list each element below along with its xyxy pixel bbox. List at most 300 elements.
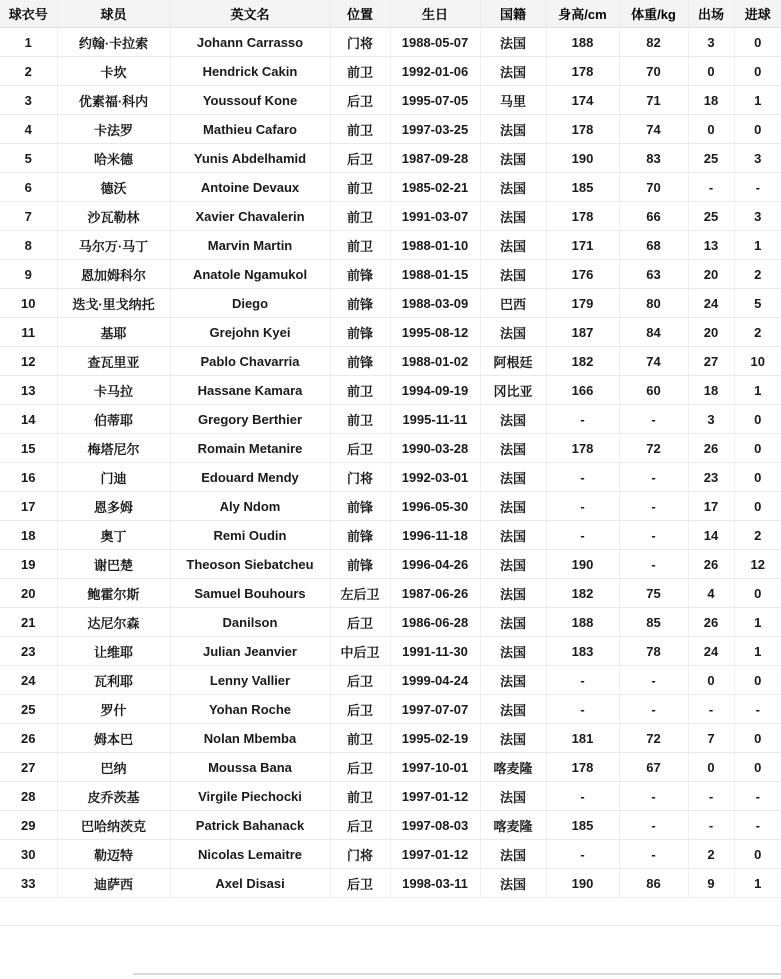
cell-birthday: 1995-08-12 xyxy=(390,318,480,347)
cell-birthday: 1995-11-11 xyxy=(390,405,480,434)
cell-goals: 3 xyxy=(734,202,781,231)
cell-height: 188 xyxy=(546,28,619,57)
cell-goals: 1 xyxy=(734,231,781,260)
cell-nationality: 法国 xyxy=(480,260,546,289)
cell-name-cn: 让维耶 xyxy=(57,637,170,666)
cell-height: 178 xyxy=(546,434,619,463)
cell-height: 179 xyxy=(546,289,619,318)
cell-weight: 84 xyxy=(619,318,688,347)
cell-weight: 86 xyxy=(619,869,688,898)
cell-name-en: Virgile Piechocki xyxy=(170,782,330,811)
cell-goals: 12 xyxy=(734,550,781,579)
cell-name-en: Edouard Mendy xyxy=(170,463,330,492)
cell-position: 前卫 xyxy=(330,57,390,86)
cell-number: 33 xyxy=(0,869,57,898)
cell-birthday: 1987-06-26 xyxy=(390,579,480,608)
cell-weight: - xyxy=(619,550,688,579)
cell-goals: 0 xyxy=(734,463,781,492)
cell-appearances: 14 xyxy=(688,521,734,550)
cell-name-en: Youssouf Kone xyxy=(170,86,330,115)
table-row xyxy=(0,231,781,260)
cell-name-cn: 卡坎 xyxy=(57,57,170,86)
table-row xyxy=(0,782,781,811)
cell-name-en: Theoson Siebatcheu xyxy=(170,550,330,579)
cell-name-en: Anatole Ngamukol xyxy=(170,260,330,289)
cell-number: 25 xyxy=(0,695,57,724)
cell-goals: 0 xyxy=(734,840,781,869)
cell-height: - xyxy=(546,463,619,492)
cell-appearances: 18 xyxy=(688,86,734,115)
cell-position: 前锋 xyxy=(330,260,390,289)
table-row xyxy=(0,202,781,231)
cell-goals: 0 xyxy=(734,724,781,753)
cell-height: - xyxy=(546,840,619,869)
cell-birthday: 1995-07-05 xyxy=(390,86,480,115)
cell-appearances: 4 xyxy=(688,579,734,608)
cell-name-cn: 瓦利耶 xyxy=(57,666,170,695)
cell-weight: 72 xyxy=(619,434,688,463)
cell-appearances: 3 xyxy=(688,405,734,434)
cell-number: 16 xyxy=(0,463,57,492)
cell-name-en: Johann Carrasso xyxy=(170,28,330,57)
cell-birthday: 1988-03-09 xyxy=(390,289,480,318)
table-row xyxy=(0,86,781,115)
cell-number: 27 xyxy=(0,753,57,782)
cell-name-cn: 卡马拉 xyxy=(57,376,170,405)
cell-number: 15 xyxy=(0,434,57,463)
cell-number: 7 xyxy=(0,202,57,231)
cell-birthday: 1997-01-12 xyxy=(390,840,480,869)
cell-appearances: 26 xyxy=(688,550,734,579)
table-row xyxy=(0,840,781,869)
cell-birthday: 1991-11-30 xyxy=(390,637,480,666)
cell-name-en: Gregory Berthier xyxy=(170,405,330,434)
cell-appearances: 7 xyxy=(688,724,734,753)
cell-goals: 2 xyxy=(734,260,781,289)
cell-appearances: 24 xyxy=(688,637,734,666)
cell-number: 9 xyxy=(0,260,57,289)
table-row xyxy=(0,463,781,492)
cell-name-en: Hassane Kamara xyxy=(170,376,330,405)
cell-position: 前卫 xyxy=(330,231,390,260)
cell-number: 6 xyxy=(0,173,57,202)
cell-number: 13 xyxy=(0,376,57,405)
table-header-row xyxy=(0,0,781,28)
bottom-spacer xyxy=(0,926,781,973)
cell-birthday: 1997-07-07 xyxy=(390,695,480,724)
cell-goals: - xyxy=(734,782,781,811)
cell-weight: - xyxy=(619,521,688,550)
cell-goals: 0 xyxy=(734,492,781,521)
cell-position: 后卫 xyxy=(330,869,390,898)
cell-weight: - xyxy=(619,492,688,521)
cell-name-cn: 罗什 xyxy=(57,695,170,724)
cell-weight: 75 xyxy=(619,579,688,608)
table-row xyxy=(0,173,781,202)
cell-height: 190 xyxy=(546,869,619,898)
cell-nationality: 法国 xyxy=(480,115,546,144)
cell-height: 181 xyxy=(546,724,619,753)
cell-weight: 85 xyxy=(619,608,688,637)
cell-goals: 5 xyxy=(734,289,781,318)
cell-number: 10 xyxy=(0,289,57,318)
cell-nationality: 马里 xyxy=(480,86,546,115)
cell-appearances: 13 xyxy=(688,231,734,260)
cell-number: 21 xyxy=(0,608,57,637)
cell-appearances: 3 xyxy=(688,28,734,57)
cell-weight: - xyxy=(619,463,688,492)
cell-goals: 10 xyxy=(734,347,781,376)
cell-name-cn: 约翰·卡拉索 xyxy=(57,28,170,57)
col-header-position: 位置 xyxy=(330,0,390,28)
cell-position: 前卫 xyxy=(330,173,390,202)
cell-position: 后卫 xyxy=(330,608,390,637)
cell-appearances: 26 xyxy=(688,608,734,637)
cell-position: 前锋 xyxy=(330,318,390,347)
table-row xyxy=(0,376,781,405)
table-row xyxy=(0,753,781,782)
cell-goals: 1 xyxy=(734,608,781,637)
cell-birthday: 1994-09-19 xyxy=(390,376,480,405)
cell-weight: - xyxy=(619,666,688,695)
cell-position: 前锋 xyxy=(330,521,390,550)
table-row xyxy=(0,405,781,434)
cell-name-en: Pablo Chavarria xyxy=(170,347,330,376)
cell-name-en: Grejohn Kyei xyxy=(170,318,330,347)
table-row xyxy=(0,579,781,608)
cell-height: 166 xyxy=(546,376,619,405)
cell-name-cn: 奥丁 xyxy=(57,521,170,550)
cell-position: 前卫 xyxy=(330,724,390,753)
table-row xyxy=(0,289,781,318)
cell-appearances: 0 xyxy=(688,115,734,144)
table-row xyxy=(0,57,781,86)
cell-appearances: 24 xyxy=(688,289,734,318)
cell-number: 19 xyxy=(0,550,57,579)
cell-weight: 68 xyxy=(619,231,688,260)
cell-name-cn: 姆本巴 xyxy=(57,724,170,753)
cell-birthday: 1985-02-21 xyxy=(390,173,480,202)
cell-name-cn: 德沃 xyxy=(57,173,170,202)
cell-height: 176 xyxy=(546,260,619,289)
cell-birthday: 1996-11-18 xyxy=(390,521,480,550)
cell-nationality: 法国 xyxy=(480,869,546,898)
col-header-appearances: 出场 xyxy=(688,0,734,28)
cell-appearances: 27 xyxy=(688,347,734,376)
table-body xyxy=(0,28,781,898)
cell-birthday: 1988-01-10 xyxy=(390,231,480,260)
cell-birthday: 1992-01-06 xyxy=(390,57,480,86)
cell-height: 171 xyxy=(546,231,619,260)
cell-position: 后卫 xyxy=(330,811,390,840)
cell-height: - xyxy=(546,405,619,434)
cell-name-en: Diego xyxy=(170,289,330,318)
cell-number: 14 xyxy=(0,405,57,434)
cell-position: 前卫 xyxy=(330,376,390,405)
cell-number: 18 xyxy=(0,521,57,550)
cell-name-cn: 沙瓦勒林 xyxy=(57,202,170,231)
col-header-height: 身高/cm xyxy=(546,0,619,28)
cell-height: - xyxy=(546,521,619,550)
cell-weight: 63 xyxy=(619,260,688,289)
cell-weight: - xyxy=(619,782,688,811)
cell-nationality: 法国 xyxy=(480,550,546,579)
cell-appearances: 0 xyxy=(688,753,734,782)
cell-goals: 0 xyxy=(734,579,781,608)
cell-height: 178 xyxy=(546,115,619,144)
table-row xyxy=(0,695,781,724)
table-row xyxy=(0,492,781,521)
cell-name-cn: 迪萨西 xyxy=(57,869,170,898)
cell-goals: 0 xyxy=(734,753,781,782)
cell-goals: 1 xyxy=(734,86,781,115)
cell-number: 30 xyxy=(0,840,57,869)
cell-position: 后卫 xyxy=(330,434,390,463)
cell-name-en: Danilson xyxy=(170,608,330,637)
cell-appearances: 26 xyxy=(688,434,734,463)
table-row xyxy=(0,347,781,376)
cell-birthday: 1997-10-01 xyxy=(390,753,480,782)
cell-position: 前卫 xyxy=(330,405,390,434)
cell-height: 188 xyxy=(546,608,619,637)
cell-appearances: 18 xyxy=(688,376,734,405)
cell-goals: 3 xyxy=(734,144,781,173)
cell-goals: 0 xyxy=(734,57,781,86)
cell-number: 2 xyxy=(0,57,57,86)
cell-position: 后卫 xyxy=(330,695,390,724)
cell-position: 门将 xyxy=(330,28,390,57)
cell-name-cn: 谢巴楚 xyxy=(57,550,170,579)
cell-weight: 66 xyxy=(619,202,688,231)
table-row xyxy=(0,608,781,637)
cell-height: 190 xyxy=(546,550,619,579)
cell-appearances: 25 xyxy=(688,144,734,173)
cell-position: 后卫 xyxy=(330,144,390,173)
cell-name-en: Yunis Abdelhamid xyxy=(170,144,330,173)
cell-name-cn: 伯蒂耶 xyxy=(57,405,170,434)
cell-goals: - xyxy=(734,173,781,202)
cell-birthday: 1996-04-26 xyxy=(390,550,480,579)
cell-name-cn: 恩多姆 xyxy=(57,492,170,521)
cell-birthday: 1988-05-07 xyxy=(390,28,480,57)
cell-name-cn: 优素福·科内 xyxy=(57,86,170,115)
cell-name-cn: 卡法罗 xyxy=(57,115,170,144)
cell-name-cn: 查瓦里亚 xyxy=(57,347,170,376)
col-header-number: 球衣号 xyxy=(0,0,57,28)
cell-name-en: Moussa Bana xyxy=(170,753,330,782)
cell-position: 前卫 xyxy=(330,115,390,144)
cell-weight: 78 xyxy=(619,637,688,666)
cell-height: - xyxy=(546,782,619,811)
cell-birthday: 1990-03-28 xyxy=(390,434,480,463)
cell-name-cn: 迭戈·里戈纳托 xyxy=(57,289,170,318)
cell-birthday: 1995-02-19 xyxy=(390,724,480,753)
cell-weight: 82 xyxy=(619,28,688,57)
cell-nationality: 法国 xyxy=(480,695,546,724)
cell-goals: 0 xyxy=(734,405,781,434)
next-section-divider xyxy=(133,973,781,975)
cell-position: 前锋 xyxy=(330,347,390,376)
cell-height: 185 xyxy=(546,811,619,840)
cell-weight: 72 xyxy=(619,724,688,753)
cell-name-cn: 达尼尔森 xyxy=(57,608,170,637)
table-row xyxy=(0,521,781,550)
cell-nationality: 法国 xyxy=(480,202,546,231)
cell-weight: 67 xyxy=(619,753,688,782)
cell-number: 29 xyxy=(0,811,57,840)
cell-height: 187 xyxy=(546,318,619,347)
cell-name-en: Patrick Bahanack xyxy=(170,811,330,840)
table-row xyxy=(0,260,781,289)
cell-height: 174 xyxy=(546,86,619,115)
col-header-nationality: 国籍 xyxy=(480,0,546,28)
cell-nationality: 法国 xyxy=(480,782,546,811)
cell-goals: 0 xyxy=(734,28,781,57)
table-row xyxy=(0,869,781,898)
cell-name-cn: 勒迈特 xyxy=(57,840,170,869)
cell-nationality: 法国 xyxy=(480,724,546,753)
cell-goals: 2 xyxy=(734,318,781,347)
cell-weight: - xyxy=(619,811,688,840)
cell-goals: - xyxy=(734,811,781,840)
cell-nationality: 法国 xyxy=(480,840,546,869)
cell-appearances: - xyxy=(688,695,734,724)
cell-appearances: - xyxy=(688,782,734,811)
cell-weight: 74 xyxy=(619,115,688,144)
cell-nationality: 喀麦隆 xyxy=(480,811,546,840)
cell-position: 前卫 xyxy=(330,782,390,811)
cell-appearances: - xyxy=(688,811,734,840)
cell-position: 后卫 xyxy=(330,666,390,695)
cell-birthday: 1998-03-11 xyxy=(390,869,480,898)
cell-nationality: 法国 xyxy=(480,231,546,260)
cell-appearances: 9 xyxy=(688,869,734,898)
cell-number: 23 xyxy=(0,637,57,666)
cell-name-en: Antoine Devaux xyxy=(170,173,330,202)
cell-number: 28 xyxy=(0,782,57,811)
table-row xyxy=(0,637,781,666)
cell-birthday: 1988-01-15 xyxy=(390,260,480,289)
cell-nationality: 法国 xyxy=(480,57,546,86)
cell-birthday: 1997-03-25 xyxy=(390,115,480,144)
cell-birthday: 1996-05-30 xyxy=(390,492,480,521)
cell-nationality: 法国 xyxy=(480,28,546,57)
cell-weight: 71 xyxy=(619,86,688,115)
cell-name-en: Mathieu Cafaro xyxy=(170,115,330,144)
cell-weight: 70 xyxy=(619,57,688,86)
cell-nationality: 喀麦隆 xyxy=(480,753,546,782)
cell-nationality: 法国 xyxy=(480,637,546,666)
cell-number: 24 xyxy=(0,666,57,695)
cell-position: 左后卫 xyxy=(330,579,390,608)
col-header-name-en: 英文名 xyxy=(170,0,330,28)
col-header-weight: 体重/kg xyxy=(619,0,688,28)
cell-birthday: 1988-01-02 xyxy=(390,347,480,376)
cell-name-cn: 基耶 xyxy=(57,318,170,347)
cell-weight: - xyxy=(619,405,688,434)
cell-nationality: 阿根廷 xyxy=(480,347,546,376)
col-header-name-cn: 球员 xyxy=(57,0,170,28)
cell-goals: 0 xyxy=(734,434,781,463)
cell-nationality: 法国 xyxy=(480,579,546,608)
cell-name-en: Lenny Vallier xyxy=(170,666,330,695)
cell-nationality: 法国 xyxy=(480,492,546,521)
cell-nationality: 法国 xyxy=(480,521,546,550)
cell-number: 1 xyxy=(0,28,57,57)
cell-name-en: Nolan Mbemba xyxy=(170,724,330,753)
cell-height: - xyxy=(546,666,619,695)
cell-number: 11 xyxy=(0,318,57,347)
cell-name-en: Hendrick Cakin xyxy=(170,57,330,86)
table-end-row xyxy=(0,898,781,926)
cell-nationality: 法国 xyxy=(480,666,546,695)
table-row xyxy=(0,28,781,57)
cell-position: 前卫 xyxy=(330,202,390,231)
cell-name-en: Nicolas Lemaitre xyxy=(170,840,330,869)
cell-position: 门将 xyxy=(330,463,390,492)
cell-birthday: 1992-03-01 xyxy=(390,463,480,492)
cell-name-en: Romain Metanire xyxy=(170,434,330,463)
cell-appearances: 0 xyxy=(688,666,734,695)
cell-appearances: - xyxy=(688,173,734,202)
cell-nationality: 法国 xyxy=(480,608,546,637)
cell-position: 后卫 xyxy=(330,753,390,782)
cell-name-en: Remi Oudin xyxy=(170,521,330,550)
cell-goals: 1 xyxy=(734,637,781,666)
cell-name-cn: 马尔万·马丁 xyxy=(57,231,170,260)
cell-name-cn: 鲍霍尔斯 xyxy=(57,579,170,608)
cell-nationality: 法国 xyxy=(480,144,546,173)
cell-name-cn: 门迪 xyxy=(57,463,170,492)
cell-name-cn: 巴哈纳茨克 xyxy=(57,811,170,840)
cell-name-cn: 哈米德 xyxy=(57,144,170,173)
cell-birthday: 1997-08-03 xyxy=(390,811,480,840)
cell-weight: 74 xyxy=(619,347,688,376)
cell-height: - xyxy=(546,492,619,521)
cell-birthday: 1999-04-24 xyxy=(390,666,480,695)
cell-nationality: 法国 xyxy=(480,173,546,202)
cell-number: 5 xyxy=(0,144,57,173)
cell-number: 8 xyxy=(0,231,57,260)
cell-name-cn: 恩加姆科尔 xyxy=(57,260,170,289)
cell-birthday: 1997-01-12 xyxy=(390,782,480,811)
cell-position: 前锋 xyxy=(330,550,390,579)
cell-position: 中后卫 xyxy=(330,637,390,666)
cell-position: 前锋 xyxy=(330,289,390,318)
col-header-birthday: 生日 xyxy=(390,0,480,28)
cell-height: 178 xyxy=(546,753,619,782)
cell-position: 前锋 xyxy=(330,492,390,521)
cell-goals: 1 xyxy=(734,869,781,898)
cell-name-en: Axel Disasi xyxy=(170,869,330,898)
cell-goals: 2 xyxy=(734,521,781,550)
cell-number: 3 xyxy=(0,86,57,115)
cell-name-en: Yohan Roche xyxy=(170,695,330,724)
cell-goals: 0 xyxy=(734,115,781,144)
table-row xyxy=(0,434,781,463)
cell-number: 4 xyxy=(0,115,57,144)
col-header-goals: 进球 xyxy=(734,0,781,28)
cell-nationality: 法国 xyxy=(480,405,546,434)
cell-nationality: 法国 xyxy=(480,318,546,347)
cell-appearances: 2 xyxy=(688,840,734,869)
cell-number: 17 xyxy=(0,492,57,521)
cell-name-cn: 巴纳 xyxy=(57,753,170,782)
table-row xyxy=(0,724,781,753)
cell-weight: 60 xyxy=(619,376,688,405)
cell-height: 178 xyxy=(546,202,619,231)
cell-birthday: 1986-06-28 xyxy=(390,608,480,637)
